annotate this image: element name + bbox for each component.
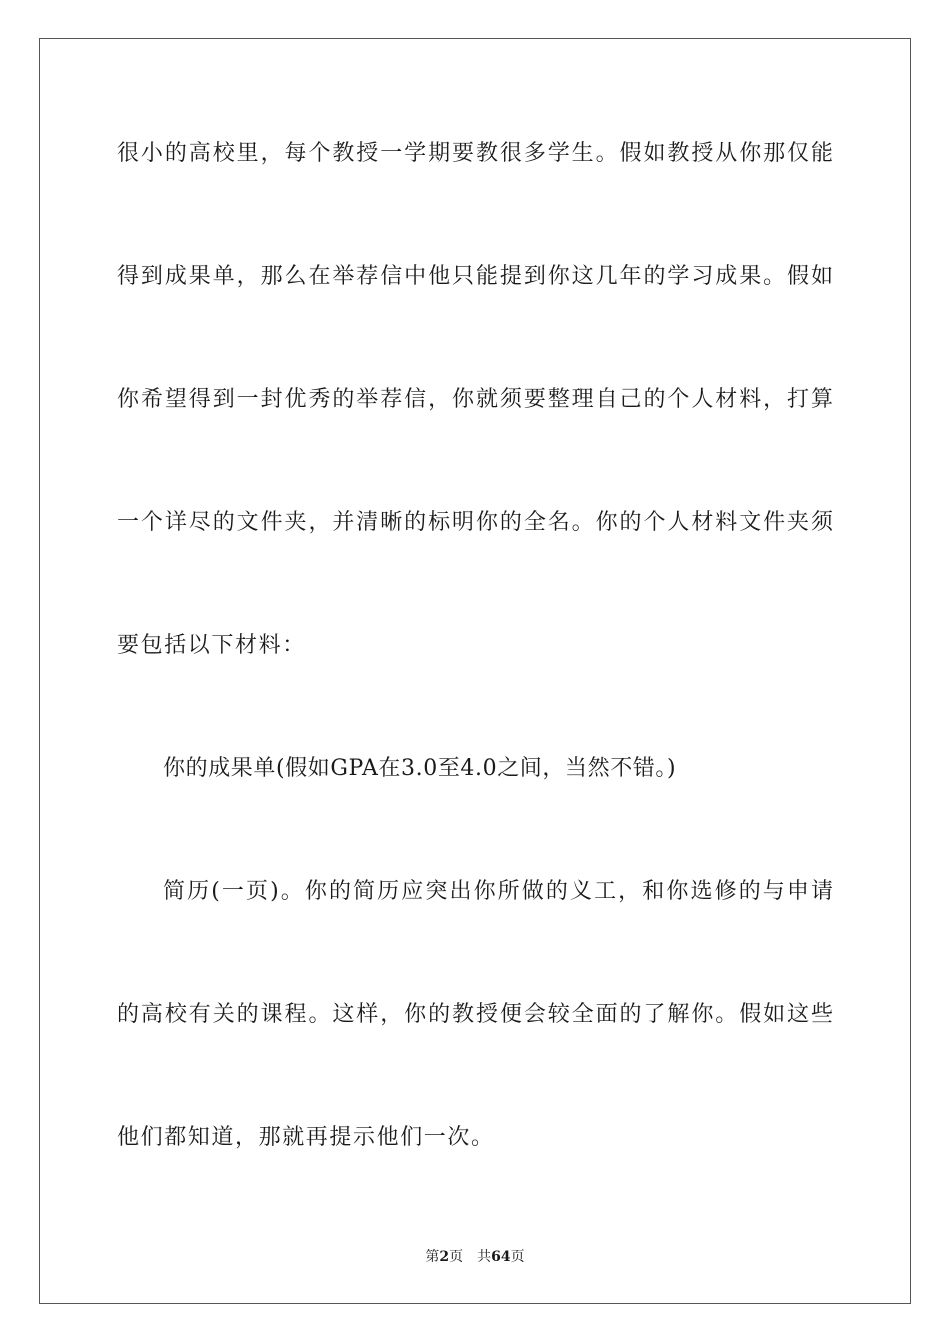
- text-line-4: 一个详尽的文件夹，并清晰的标明你的全名。你的个人材料文件夹须: [117, 510, 833, 535]
- footer-page-number: 2: [439, 1249, 450, 1265]
- footer-page-suffix: 页: [449, 1249, 464, 1265]
- text-line-1: 很小的高校里，每个教授一学期要教很多学生。假如教授从你那仅能: [117, 141, 833, 166]
- page-footer: [0, 1248, 950, 1266]
- footer-total-pages: 64: [491, 1249, 511, 1265]
- footer-page-prefix: 第: [425, 1249, 440, 1265]
- text-line-2: 得到成果单，那么在举荐信中他只能提到你这几年的学习成果。假如: [117, 264, 833, 289]
- text-line-6: 你的成果单(假如GPA在3.0至4.0之间，当然不错。): [163, 756, 677, 781]
- footer-total-prefix: 共: [477, 1249, 492, 1265]
- text-line-9: 他们都知道，那就再提示他们一次。: [117, 1125, 495, 1150]
- text-line-7: 简历(一页)。你的简历应突出你所做的义工，和你选修的与申请: [163, 879, 833, 904]
- text-line-8: 的高校有关的课程。这样，你的教授便会较全面的了解你。假如这些: [117, 1002, 833, 1027]
- text-line-3: 你希望得到一封优秀的举荐信，你就须要整理自己的个人材料，打算: [117, 387, 833, 412]
- page-border: [39, 38, 911, 1304]
- text-line-5: 要包括以下材料：: [117, 633, 306, 658]
- footer-total-suffix: 页: [510, 1249, 525, 1265]
